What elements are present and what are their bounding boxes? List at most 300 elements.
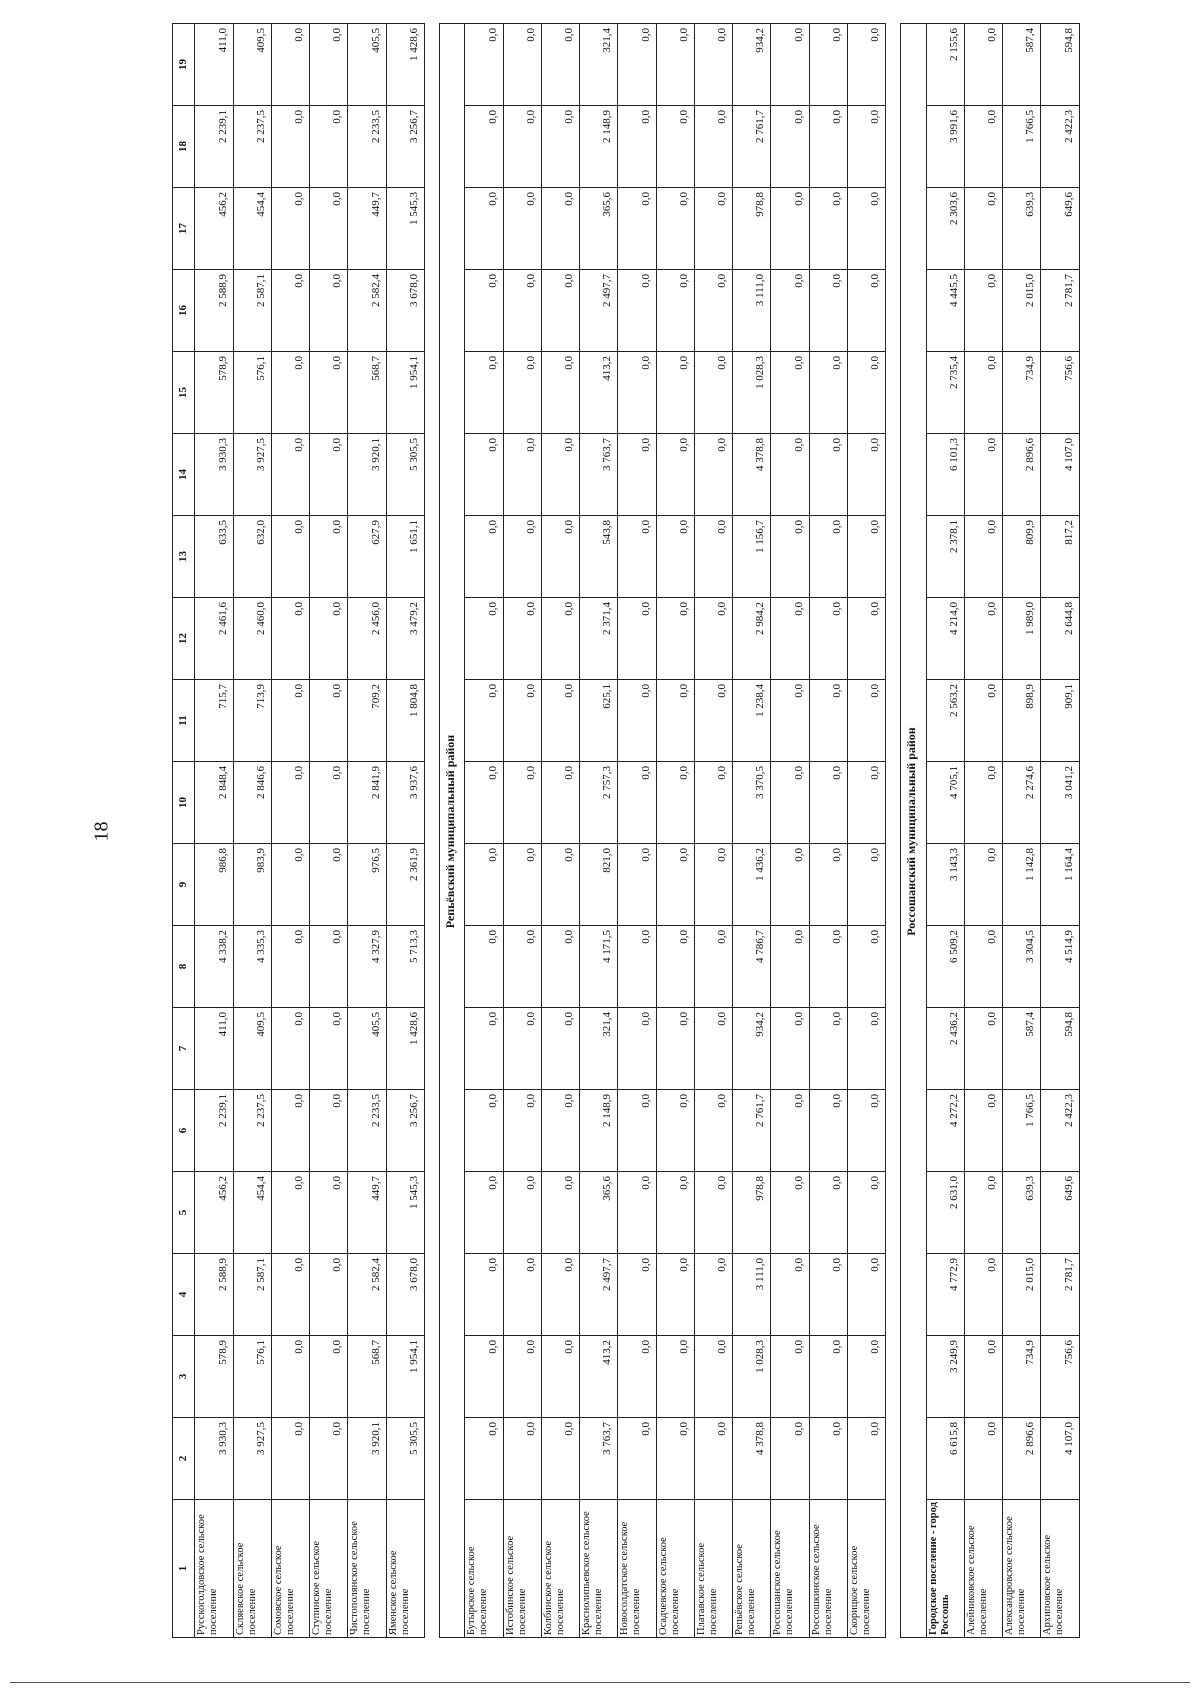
table-cell: 756,6 xyxy=(1041,1336,1080,1418)
table-cell: 0,0 xyxy=(541,434,579,516)
column-header: 1 xyxy=(173,1500,195,1638)
table-cell: 2 841,9 xyxy=(348,762,386,844)
table-cell: 0,0 xyxy=(964,844,1002,926)
table-cell: 4 772,9 xyxy=(926,1254,964,1336)
table-cell: 0,0 xyxy=(656,844,694,926)
table-cell: 2 497,7 xyxy=(580,1254,618,1336)
table-cell: 0,0 xyxy=(847,1090,885,1172)
table-cell: 0,0 xyxy=(541,844,579,926)
table-cell: 0,0 xyxy=(656,680,694,762)
table-row xyxy=(926,24,964,1638)
table-cell: 0,0 xyxy=(541,598,579,680)
table-cell: 0,0 xyxy=(809,844,847,926)
table-cell: 0,0 xyxy=(618,270,656,352)
table-cell: 0,0 xyxy=(271,1008,309,1090)
table-cell: 0,0 xyxy=(465,926,503,1008)
table-cell: 2 148,9 xyxy=(580,106,618,188)
table-cell: 0,0 xyxy=(656,24,694,106)
table-cell: 817,2 xyxy=(1041,516,1080,598)
table-cell: 0,0 xyxy=(771,680,809,762)
table-cell: 0,0 xyxy=(310,1418,348,1500)
table-row xyxy=(541,24,579,1638)
table-cell: 2 015,0 xyxy=(1003,1254,1041,1336)
table-cell: 0,0 xyxy=(465,106,503,188)
column-header: 12 xyxy=(173,598,195,680)
table-cell: 0,0 xyxy=(618,24,656,106)
table-cell: 1 164,4 xyxy=(1041,844,1080,926)
table-row xyxy=(809,24,847,1638)
table-cell: 2 460,0 xyxy=(233,598,271,680)
table-cell: 0,0 xyxy=(618,352,656,434)
table-cell: 0,0 xyxy=(847,188,885,270)
table-cell: 2 735,4 xyxy=(926,352,964,434)
table-cell: 0,0 xyxy=(847,516,885,598)
table-cell: 0,0 xyxy=(656,1336,694,1418)
table-cell: 2 563,2 xyxy=(926,680,964,762)
row-name: Новосолдатское сельское поселение xyxy=(618,1500,656,1638)
table-cell: 4 214,0 xyxy=(926,598,964,680)
column-header: 10 xyxy=(173,762,195,844)
table-row xyxy=(656,24,694,1638)
table-cell: 0,0 xyxy=(618,106,656,188)
table-cell: 0,0 xyxy=(964,24,1002,106)
table-cell: 0,0 xyxy=(503,680,541,762)
table-cell: 321,4 xyxy=(580,1008,618,1090)
table-cell: 0,0 xyxy=(809,762,847,844)
table-cell: 0,0 xyxy=(809,1172,847,1254)
table-cell: 0,0 xyxy=(809,1008,847,1090)
table-cell: 0,0 xyxy=(809,680,847,762)
table-cell: 5 305,5 xyxy=(386,434,424,516)
table-cell: 756,6 xyxy=(1041,352,1080,434)
table-cell: 0,0 xyxy=(964,1008,1002,1090)
section-title-row xyxy=(901,24,927,1638)
table-cell: 2 461,6 xyxy=(195,598,233,680)
table-cell: 0,0 xyxy=(271,762,309,844)
table-cell: 409,5 xyxy=(233,24,271,106)
table-cell: 3 256,7 xyxy=(386,106,424,188)
table-cell: 0,0 xyxy=(465,680,503,762)
table-cell: 0,0 xyxy=(271,516,309,598)
table-cell: 0,0 xyxy=(847,844,885,926)
table-cell: 0,0 xyxy=(809,106,847,188)
table-cell: 0,0 xyxy=(541,188,579,270)
table-cell: 0,0 xyxy=(465,844,503,926)
column-header: 9 xyxy=(173,844,195,926)
table-cell: 3 678,0 xyxy=(386,1254,424,1336)
table-cell: 0,0 xyxy=(771,434,809,516)
table-cell: 365,6 xyxy=(580,188,618,270)
table-cell: 0,0 xyxy=(310,1172,348,1254)
table-cell: 0,0 xyxy=(694,106,732,188)
table-cell: 576,1 xyxy=(233,352,271,434)
table-cell: 3 937,6 xyxy=(386,762,424,844)
table-cell: 543,8 xyxy=(580,516,618,598)
table-cell: 2 155,6 xyxy=(926,24,964,106)
table-cell: 0,0 xyxy=(809,352,847,434)
table-cell: 0,0 xyxy=(310,1008,348,1090)
table-cell: 2 422,3 xyxy=(1041,106,1080,188)
table-cell: 4 272,2 xyxy=(926,1090,964,1172)
table-cell: 2 757,3 xyxy=(580,762,618,844)
table-cell: 2 896,6 xyxy=(1003,434,1041,516)
column-header: 4 xyxy=(173,1254,195,1336)
table-cell: 0,0 xyxy=(694,516,732,598)
table-cell: 0,0 xyxy=(847,1172,885,1254)
table-cell: 3 370,5 xyxy=(733,762,771,844)
table-cell: 821,0 xyxy=(580,844,618,926)
table-cell: 2 361,9 xyxy=(386,844,424,926)
table-cell: 1 545,3 xyxy=(386,188,424,270)
table-cell: 0,0 xyxy=(541,762,579,844)
table-cell: 0,0 xyxy=(541,1008,579,1090)
table-cell: 0,0 xyxy=(694,1254,732,1336)
table-cell: 4 107,0 xyxy=(1041,1418,1080,1500)
table-cell: 0,0 xyxy=(503,1172,541,1254)
column-header: 15 xyxy=(173,352,195,434)
table-cell: 4 327,9 xyxy=(348,926,386,1008)
row-name: Осадчевское сельское поселение xyxy=(656,1500,694,1638)
table-cell: 4 445,5 xyxy=(926,270,964,352)
table-cell: 0,0 xyxy=(310,1336,348,1418)
table-cell: 0,0 xyxy=(656,516,694,598)
table-row xyxy=(733,24,771,1638)
table-cell: 6 615,8 xyxy=(926,1418,964,1500)
table-cell: 0,0 xyxy=(694,24,732,106)
table-cell: 0,0 xyxy=(964,1090,1002,1172)
table-cell: 1 804,8 xyxy=(386,680,424,762)
table-cell: 0,0 xyxy=(656,1418,694,1500)
table-cell: 0,0 xyxy=(964,270,1002,352)
table-cell: 4 338,2 xyxy=(195,926,233,1008)
table-cell: 0,0 xyxy=(310,270,348,352)
table-cell: 1 428,6 xyxy=(386,24,424,106)
table-row xyxy=(618,24,656,1638)
column-header: 8 xyxy=(173,926,195,1008)
table-cell: 0,0 xyxy=(694,1172,732,1254)
table-cell: 413,2 xyxy=(580,1336,618,1418)
table-cell: 2 588,9 xyxy=(195,1254,233,1336)
table-cell: 411,0 xyxy=(195,1008,233,1090)
table-cell: 1 766,5 xyxy=(1003,106,1041,188)
table-cell: 0,0 xyxy=(271,1090,309,1172)
table-row xyxy=(503,24,541,1638)
row-name: Бутырское сельское поселение xyxy=(465,1500,503,1638)
table-cell: 2 588,9 xyxy=(195,270,233,352)
row-name: Чистополянское сельское поселение xyxy=(348,1500,386,1638)
table-row xyxy=(233,24,271,1638)
table-cell: 0,0 xyxy=(847,598,885,680)
table-cell: 0,0 xyxy=(541,516,579,598)
table-cell: 978,8 xyxy=(733,188,771,270)
table-cell: 934,2 xyxy=(733,24,771,106)
table-cell: 0,0 xyxy=(771,188,809,270)
table-cell: 2 848,4 xyxy=(195,762,233,844)
table-cell: 0,0 xyxy=(541,1254,579,1336)
table-cell: 0,0 xyxy=(847,352,885,434)
column-header: 6 xyxy=(173,1090,195,1172)
table-cell: 5 713,3 xyxy=(386,926,424,1008)
table-cell: 0,0 xyxy=(465,1336,503,1418)
table-cell: 0,0 xyxy=(771,598,809,680)
table-cell: 3 256,7 xyxy=(386,1090,424,1172)
table-cell: 0,0 xyxy=(465,1418,503,1500)
table-cell: 0,0 xyxy=(771,106,809,188)
table-cell: 0,0 xyxy=(847,434,885,516)
table-row xyxy=(964,24,1002,1638)
table-cell: 934,2 xyxy=(733,1008,771,1090)
table-cell: 0,0 xyxy=(964,1254,1002,1336)
table-cell: 0,0 xyxy=(847,1336,885,1418)
table-cell: 0,0 xyxy=(618,1254,656,1336)
table-cell: 1 238,4 xyxy=(733,680,771,762)
table-cell: 713,9 xyxy=(233,680,271,762)
table-cell: 568,7 xyxy=(348,352,386,434)
section-title-row xyxy=(439,24,465,1638)
row-name: Архиповское сельское поселение xyxy=(1041,1500,1080,1638)
table-cell: 0,0 xyxy=(271,680,309,762)
table-cell: 0,0 xyxy=(310,24,348,106)
table-cell: 0,0 xyxy=(503,762,541,844)
table-cell: 1 989,0 xyxy=(1003,598,1041,680)
table-cell: 0,0 xyxy=(847,270,885,352)
table-cell: 0,0 xyxy=(541,680,579,762)
table-cell: 0,0 xyxy=(465,1090,503,1172)
row-name: Русскоголдовское сельское поселение xyxy=(195,1500,233,1638)
table-cell: 0,0 xyxy=(465,598,503,680)
table-cell: 1 428,6 xyxy=(386,1008,424,1090)
table-cell: 0,0 xyxy=(964,106,1002,188)
table-cell: 4 378,8 xyxy=(733,1418,771,1500)
table-cell: 0,0 xyxy=(503,1008,541,1090)
table-cell: 2 587,1 xyxy=(233,1254,271,1336)
table-cell: 0,0 xyxy=(271,352,309,434)
table-cell: 594,8 xyxy=(1041,1008,1080,1090)
table-cell: 4 378,8 xyxy=(733,434,771,516)
table-cell: 898,9 xyxy=(1003,680,1041,762)
table-cell: 0,0 xyxy=(694,188,732,270)
row-name: Россошкинское сельское поселение xyxy=(809,1500,847,1638)
table-body xyxy=(173,24,1080,1638)
table-cell: 456,2 xyxy=(195,188,233,270)
table-cell: 4 171,5 xyxy=(580,926,618,1008)
table-cell: 0,0 xyxy=(656,926,694,1008)
column-header: 2 xyxy=(173,1418,195,1500)
table-row xyxy=(195,24,233,1638)
table-cell: 0,0 xyxy=(847,1254,885,1336)
table-cell: 0,0 xyxy=(964,1336,1002,1418)
table-cell: 4 705,1 xyxy=(926,762,964,844)
table-cell: 4 335,3 xyxy=(233,926,271,1008)
table-cell: 578,9 xyxy=(195,352,233,434)
table-cell: 0,0 xyxy=(694,270,732,352)
table-cell: 456,2 xyxy=(195,1172,233,1254)
table-cell: 0,0 xyxy=(964,680,1002,762)
table-cell: 0,0 xyxy=(964,926,1002,1008)
table-cell: 734,9 xyxy=(1003,352,1041,434)
table-cell: 0,0 xyxy=(465,188,503,270)
table-cell: 0,0 xyxy=(310,188,348,270)
table-cell: 0,0 xyxy=(310,844,348,926)
table-cell: 2 761,7 xyxy=(733,106,771,188)
table-cell: 1 954,1 xyxy=(386,1336,424,1418)
table-cell: 0,0 xyxy=(541,1090,579,1172)
table-cell: 0,0 xyxy=(541,926,579,1008)
table-cell: 0,0 xyxy=(694,844,732,926)
table-cell: 0,0 xyxy=(271,598,309,680)
table-row xyxy=(465,24,503,1638)
column-header: 18 xyxy=(173,106,195,188)
table-cell: 649,6 xyxy=(1041,1172,1080,1254)
table-cell: 0,0 xyxy=(771,1008,809,1090)
table-cell: 0,0 xyxy=(503,1336,541,1418)
table-cell: 0,0 xyxy=(541,1172,579,1254)
table-cell: 0,0 xyxy=(271,1418,309,1500)
section-spacer xyxy=(424,24,439,1638)
table-cell: 2 422,3 xyxy=(1041,1090,1080,1172)
table-cell: 0,0 xyxy=(310,598,348,680)
table-cell: 0,0 xyxy=(964,352,1002,434)
table-cell: 0,0 xyxy=(809,926,847,1008)
table-cell: 0,0 xyxy=(694,926,732,1008)
table-cell: 0,0 xyxy=(809,1090,847,1172)
table-cell: 0,0 xyxy=(271,844,309,926)
table-cell: 0,0 xyxy=(618,844,656,926)
table-cell: 449,7 xyxy=(348,188,386,270)
table-cell: 0,0 xyxy=(656,434,694,516)
table-cell: 0,0 xyxy=(847,24,885,106)
table-cell: 0,0 xyxy=(465,516,503,598)
table-cell: 0,0 xyxy=(310,106,348,188)
table-cell: 1 028,3 xyxy=(733,1336,771,1418)
section-title: Репьёвский муниципальный район xyxy=(439,24,465,1638)
table-cell: 3 763,7 xyxy=(580,1418,618,1500)
row-name: Истобинское сельское поселение xyxy=(503,1500,541,1638)
table-cell: 0,0 xyxy=(656,270,694,352)
table-cell: 0,0 xyxy=(694,1336,732,1418)
table-cell: 413,2 xyxy=(580,352,618,434)
table-row xyxy=(1041,24,1080,1638)
table-cell: 4 514,9 xyxy=(1041,926,1080,1008)
table-cell: 0,0 xyxy=(541,352,579,434)
table-cell: 715,7 xyxy=(195,680,233,762)
section-title: Россошанский муниципальный район xyxy=(901,24,927,1638)
table-cell: 2 781,7 xyxy=(1041,1254,1080,1336)
table-cell: 0,0 xyxy=(809,598,847,680)
table-cell: 3 249,9 xyxy=(926,1336,964,1418)
table-cell: 1 436,2 xyxy=(733,844,771,926)
table-cell: 0,0 xyxy=(465,434,503,516)
table-cell: 3 479,2 xyxy=(386,598,424,680)
table-cell: 0,0 xyxy=(618,1172,656,1254)
table-row xyxy=(694,24,732,1638)
table-cell: 0,0 xyxy=(771,270,809,352)
table-cell: 0,0 xyxy=(656,106,694,188)
table-cell: 3 041,2 xyxy=(1041,762,1080,844)
table-cell: 0,0 xyxy=(271,926,309,1008)
table-cell: 0,0 xyxy=(503,516,541,598)
table-cell: 1 954,1 xyxy=(386,352,424,434)
table-cell: 709,2 xyxy=(348,680,386,762)
table-cell: 0,0 xyxy=(771,762,809,844)
table-cell: 0,0 xyxy=(656,1090,694,1172)
column-header: 5 xyxy=(173,1172,195,1254)
table-cell: 6 509,2 xyxy=(926,926,964,1008)
table-cell: 0,0 xyxy=(503,844,541,926)
table-cell: 0,0 xyxy=(465,1008,503,1090)
table-cell: 0,0 xyxy=(656,1172,694,1254)
table-cell: 3 930,3 xyxy=(195,434,233,516)
row-name: Краснолипьевское сельское поселение xyxy=(580,1500,618,1638)
table-cell: 0,0 xyxy=(310,516,348,598)
table-cell: 2 148,9 xyxy=(580,1090,618,1172)
table-cell: 1 156,7 xyxy=(733,516,771,598)
table-cell: 0,0 xyxy=(694,1008,732,1090)
table-cell: 3 111,0 xyxy=(733,1254,771,1336)
column-header: 11 xyxy=(173,680,195,762)
table-cell: 1 142,8 xyxy=(1003,844,1041,926)
row-name: Скляевское сельское поселение xyxy=(233,1500,271,1638)
table-cell: 0,0 xyxy=(809,270,847,352)
table-cell: 0,0 xyxy=(694,1418,732,1500)
table-cell: 633,5 xyxy=(195,516,233,598)
table-cell: 2 631,0 xyxy=(926,1172,964,1254)
table-cell: 0,0 xyxy=(964,1172,1002,1254)
table-cell: 2 781,7 xyxy=(1041,270,1080,352)
table-cell: 3 920,1 xyxy=(348,1418,386,1500)
table-cell: 3 763,7 xyxy=(580,434,618,516)
column-header: 13 xyxy=(173,516,195,598)
table-cell: 0,0 xyxy=(847,762,885,844)
table-cell: 0,0 xyxy=(310,1254,348,1336)
table-cell: 3 927,5 xyxy=(233,1418,271,1500)
table-cell: 405,5 xyxy=(348,1008,386,1090)
table-cell: 0,0 xyxy=(618,1090,656,1172)
table-cell: 2 587,1 xyxy=(233,270,271,352)
table-cell: 3 930,3 xyxy=(195,1418,233,1500)
table-row xyxy=(847,24,885,1638)
table-cell: 365,6 xyxy=(580,1172,618,1254)
table-header-row xyxy=(173,24,195,1638)
table-cell: 986,8 xyxy=(195,844,233,926)
table-cell: 0,0 xyxy=(771,24,809,106)
row-name: Россошанское сельское поселение xyxy=(771,1500,809,1638)
table-cell: 0,0 xyxy=(847,1008,885,1090)
table-cell: 0,0 xyxy=(271,24,309,106)
table-cell: 0,0 xyxy=(809,188,847,270)
table-cell: 0,0 xyxy=(964,516,1002,598)
table-cell: 0,0 xyxy=(847,926,885,1008)
table-cell: 0,0 xyxy=(809,1336,847,1418)
table-cell: 0,0 xyxy=(964,762,1002,844)
table-cell: 632,0 xyxy=(233,516,271,598)
table-cell: 0,0 xyxy=(465,1172,503,1254)
section-spacer xyxy=(886,24,901,1638)
table-cell: 411,0 xyxy=(195,24,233,106)
table-cell: 0,0 xyxy=(618,1008,656,1090)
row-name: Скорицкое сельское поселение xyxy=(847,1500,885,1638)
table-cell: 0,0 xyxy=(771,1336,809,1418)
table-cell: 0,0 xyxy=(618,1418,656,1500)
table-cell: 0,0 xyxy=(618,926,656,1008)
table-cell: 576,1 xyxy=(233,1336,271,1418)
table-cell: 1 028,3 xyxy=(733,352,771,434)
table-cell: 0,0 xyxy=(503,270,541,352)
table-cell: 0,0 xyxy=(541,24,579,106)
table-cell: 2 582,4 xyxy=(348,1254,386,1336)
table-cell: 2 015,0 xyxy=(1003,270,1041,352)
table-cell: 0,0 xyxy=(503,1418,541,1500)
